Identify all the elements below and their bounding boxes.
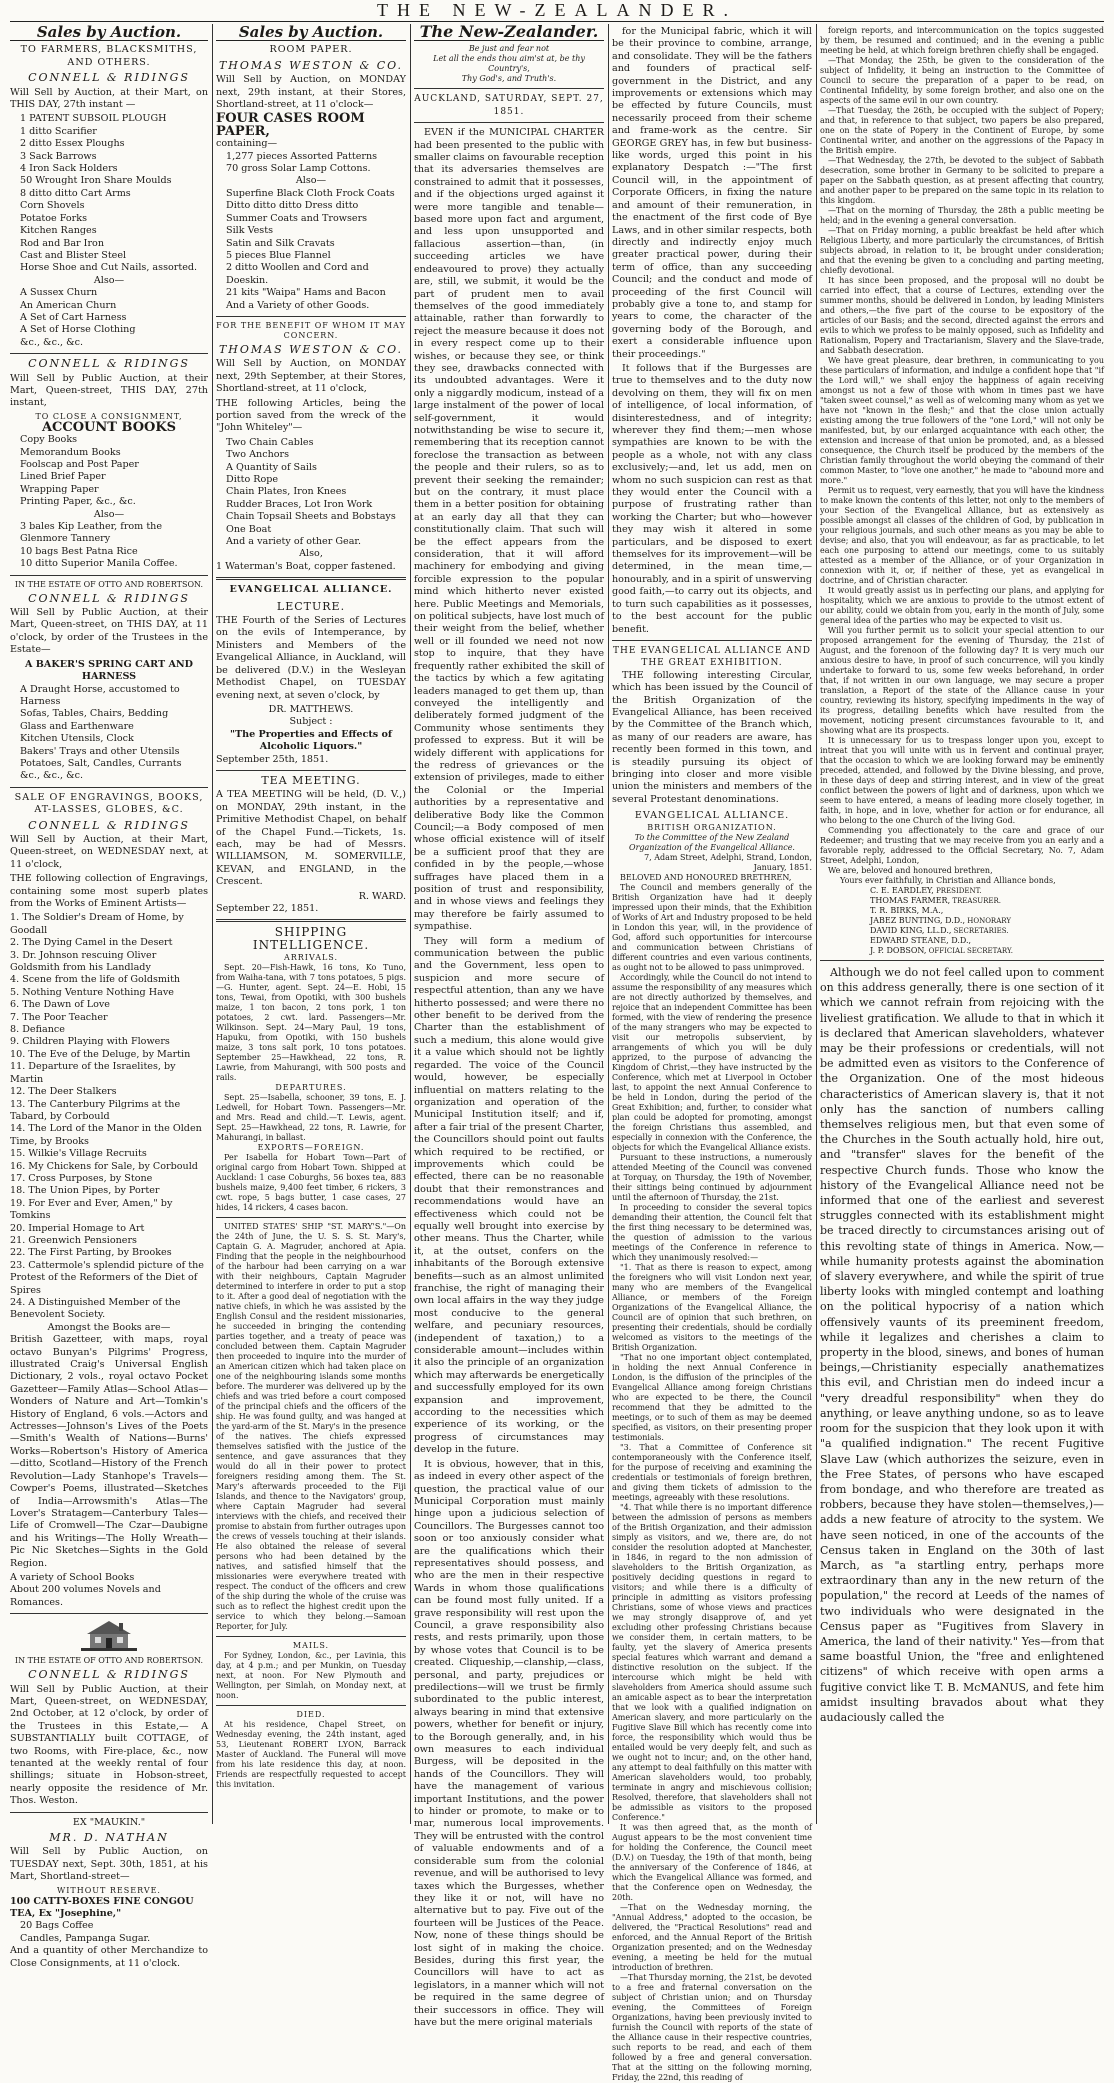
- list-item: Ditto Rope: [226, 474, 279, 485]
- list-item: Sofas, Tables, Chairs, Bedding: [20, 708, 169, 720]
- list-item: Foolscap and Post Paper: [20, 459, 139, 470]
- letter-paragraph: Pursuant to these instructions, a numerously attended Meeting of the Council was convened at Torquay, on Thursday, the 19th of November, their sittings being continued by adjournment until the afternoon of Thursday, the 21st.: [612, 1152, 812, 1202]
- exports-text: Per Isabella for Hobart Town—Part of original cargo from Hobart Town. Shipped at Auckland: 1 case Coburghs, 56 boxes tea, 883 bushels maize, 9,400 feet timber, 6 rickers, 3 cwt. rope, 5 bags butter, 1 case cases, 27 hides, 14 rickers, 4 cases bacon.: [216, 1153, 406, 1213]
- list-item: Kitchen Utensils, Clock: [20, 733, 134, 745]
- paper-title: The New-Zealander.: [414, 26, 604, 41]
- containing-label: containing—: [216, 138, 278, 150]
- list-item: 1. The Soldier's Dream of Home, by Goodall: [10, 912, 184, 936]
- column-rule: [410, 24, 411, 1824]
- list-item: 5 pieces Blue Flannel: [226, 249, 331, 261]
- signatory-name: THOMAS FARMER,: [870, 896, 951, 905]
- list-item: And a Variety of other Goods.: [226, 299, 370, 311]
- notice-date: September 25th, 1851.: [216, 753, 329, 765]
- signatory-role: HONORARY: [965, 917, 1011, 925]
- letter-paragraph: It would greatly assist us in perfecting our plans, and applying for hospitality, which we are anxious to provide to the utmost extent of our ability, could we obtain from you, early in the month of July, some general idea of the parties who may be expected to visit us.: [820, 586, 1104, 625]
- list-item: 11. Departure of the Israelites, by Martin: [10, 1061, 176, 1085]
- list-item: 10. The Eve of the Deluge, by Martin: [10, 1048, 191, 1060]
- list-item: Potatoe Forks: [20, 212, 88, 224]
- extra-line: A variety of School Books: [10, 1571, 135, 1583]
- list-item: A Sussex Churn: [20, 287, 98, 299]
- divider: [216, 919, 406, 922]
- list-item: Corn Shovels: [20, 200, 85, 212]
- book-list: British Gazetteer, with maps, royal octavo Bunyan's Pilgrims' Progress, illustrated Craig's Universal English Dictionary, 2 vols., royal octavo Pocket Gazetteer—Family Atlas—School Atlas—Wonders of Nature and Art—Tomkin's History of England, 6 vols.—Actors and Actresses—Johnson's Lives of the Poets—Smith's Wealth of Nations—Burns' Works—Robertson's History of America—ditto, Scotland—History of the French Revolution—Lady Stanhope's Travels—Cowper's Poems, illustrated—Sketches of India—Arrowsmith's Atlas—The Lover's Stratagem—Canterbury Tales—Life of Cromwell—The Czar—Daubigne and his Writings—The Holly Wreath—Pic Nic Sketches—Sights in the Gold Region.: [10, 1334, 208, 1569]
- editorial-paragraph: for the Municipal fabric, which it will be their province to combine, arrange, and consolidate. They will be the fathers and founders of practical self-government in the District, and any improvements or extensions which may be effected by future Councils, must necessarily proceed from their scheme and frame-work as the centre. Sir GEORGE GREY has, in few but business-like words, urged this point in his explanatory Despatch :—"The first Council will, in the appointment of Corporate Officers, in fixing the nature and amount of their remuneration, in the enactment of the first code of Bye Laws, and in other similar respects, both directly and indirectly enjoy much greater practical power, during their term of office, than any succeeding Council; and the conduct and mode of proceeding of the first Council will probably give a tone to, and stamp for years to come, the character of the governing body of the Borough, and exert a considerable influence upon their proceedings.": [612, 26, 812, 360]
- list-item: &c., &c., &c.: [20, 336, 84, 348]
- list-item: 7. The Poor Teacher: [10, 1011, 108, 1023]
- circular-address: 7, Adam Street, Adelphi, Strand, London, January, 1851.: [644, 852, 812, 872]
- letter-paragraph: The Council and members generally of the British Organization have had it deeply impressed upon their minds, that the Exhibition of Works of Art and Industry proposed to be held in London this year, will, in the providence of God, afford such opportunities for intercourse and communication between Christians of different countries and even various continents, as ought not to be allowed to pass unimproved.: [612, 882, 812, 972]
- list-item: 3 Sack Barrows: [20, 150, 97, 162]
- auction-ad-wreck: [216, 321, 406, 573]
- reserve-note: WITHOUT RESERVE.: [57, 1885, 161, 1895]
- list-item: A Quantity of Sails: [226, 461, 317, 473]
- signatory-name: EDWARD STEANE, D.D.,: [870, 936, 972, 945]
- list-item: Lined Brief Paper: [20, 471, 106, 483]
- list-item: Ditto ditto ditto Dress ditto: [226, 200, 359, 212]
- auction-ad-cottage: [10, 1656, 208, 1807]
- column-3: [414, 22, 604, 2028]
- editorial-paragraph: EVEN if the MUNICIPAL CHARTER had been presented to the public with smaller claims on favourable reception that its adversaries themselves are constrained to admit that it possesses, and if the objections urged against it were more tangible and tenable—based more upon fact and argument, and less upon unsupported and fallacious assertion—than, (in succeeding articles we have endeavoured to prove) they actually are, still, we submit, it would be the part of prudent men to avail themselves of the good immediately attainable, rather than forwardly to reject the measure because it does not in every respect come up to their wishes, or because they see, or think they see, drawbacks connected with its undoubted advantages. Were it only a niggardly modicum, instead of a large instalment of the power of local self-government, it would notwithstanding be wise to secure it, remembering that its reception cannot foreclose the transaction as between the people and their rulers, so as to prevent their seeking the remainder; but on the contrary, it must place them in a better position for obtaining at an early day all that they can constitutionally claim. That such will be the effect appears from the consideration, that it will afford machinery for embodying and giving forcible expression to the popular mind which hitherto never existed here. Public Meetings and Memorials, on political subjects, have lost much of their weight from the belief, whether well or ill founded we need not now stop to inquire, that they have frequently rather exhibited the skill of the tactics by which a few agitating leaders managed to get them up, than conveyed the intelligently and deliberately formed judgment of the Community whose sentiments they professed to express. But it will be widely different with applications for the redress of grievances or the extension of privileges, made to either the Colonial or the Imperial authorities by a representative and deliberative Body like the Common Council;—a Body composed of men whose official existence will of itself be a sufficient proof that they are confided in by the people,—whose suffrages have placed them in a position of trust and responsibility, and in whose views and feelings they may therefore be fairly assumed to sympathise.: [414, 127, 604, 933]
- notice-header: EVANGELICAL ALLIANCE.: [229, 584, 393, 596]
- notice-date: September 22, 1851.: [216, 903, 319, 914]
- masthead: THE NEW-ZEALANDER.: [377, 0, 737, 20]
- list-item: 19. For Ever and Ever, Amen," by Tomkins: [10, 1197, 173, 1222]
- also-label: Also—: [93, 508, 125, 520]
- auctioneer: CONNELL & RIDINGS: [28, 71, 190, 85]
- auctioneer: THOMAS WESTON & CO.: [218, 58, 404, 72]
- list-item: &c., &c., &c.: [20, 770, 84, 782]
- ad-title: SALE OF ENGRAVINGS, BOOKS, AT-LASSES, GLOBES, &C.: [14, 791, 204, 816]
- list-item: One Boat: [226, 523, 272, 535]
- shipping-intelligence: [216, 926, 406, 1790]
- list-item: Memorandum Books: [20, 446, 121, 458]
- ad-headline: FOUR CASES ROOM PAPER,: [216, 111, 365, 139]
- list-item: Superfine Black Cloth Frock Coats: [226, 187, 395, 199]
- signatories: [820, 886, 1104, 956]
- list-item: 70 gross Solar Lamp Cottons.: [226, 163, 371, 175]
- signatory: [870, 906, 1104, 916]
- ad-body: THE following collection of Engravings, containing some most superb plates from the Works of Eminent Artists—: [10, 873, 208, 909]
- list-item: 8. Defiance: [10, 1024, 65, 1036]
- motto-line: Be just and fear not: [468, 44, 550, 54]
- auction-ad-engravings: [10, 792, 208, 1609]
- letter-paragraph: Will you further permit us to solicit your special attention to our proposed arrangement for the evening of Thursday, the 21st of August, and the forenoon of the following day? It is very much our anxious desire to have, in proof of such concurrence, will you kindly undertake to forward to us, some few weeks beforehand, in order that, if not written in our own language, we may secure a proper translation, a Report of the state of the Alliance cause in your country, reviewing its history, specifying impediments in the way of its progress, detailing benefits which have resulted from the movement, noticing present circumstances favourable to it, and showing what are its prospects.: [820, 626, 1104, 735]
- list-item: A Draught Horse, accustomed to Harness: [20, 683, 180, 707]
- divider: [216, 316, 406, 317]
- subhead: DIED.: [296, 1710, 326, 1720]
- item-list: [10, 684, 208, 783]
- motto-line: Thy God's, and Truth's.: [461, 74, 557, 84]
- auctioneer: CONNELL & RIDINGS: [28, 1668, 190, 1682]
- ad-title: ACCOUNT BOOKS: [41, 419, 177, 435]
- letter-paragraph: BELOVED AND HONOURED BRETHREN,: [620, 872, 792, 882]
- letter-paragraph: "That no one important object contemplated, in holding the next Annual Conference in London, is the diffusion of the principles of the Evangelical Alliance among foreign Christians who are expected to be there, the Council recommend that they be admitted to the meetings, or to such of them as may be deemed specified, as visitors, on their presenting proper testimonials.: [612, 1352, 812, 1442]
- list-item: 1,277 pieces Assorted Patterns: [226, 150, 378, 162]
- list-item: 5. Nothing Venture Nothing Have: [10, 986, 174, 998]
- ad-title: ROOM PAPER.: [269, 44, 353, 56]
- extra-line: About 200 volumes Novels and Romances.: [10, 1584, 161, 1608]
- motto-line: Let all the ends thou aim'st at, be thy Country's,: [433, 54, 585, 74]
- divider: [10, 1812, 208, 1813]
- auction-ad-tea: [10, 1817, 208, 1970]
- ad-intro: Will Sell by Public Auction, at their Mart, Queen-street, on THIS DAY, at 11 o'clock, by order of the Trustees in the Estate—: [10, 607, 208, 656]
- signatory-role: OFFICIAL SECRETARY.: [926, 947, 1013, 955]
- auction-ad-bakers-cart: [10, 580, 208, 783]
- estate-note: IN THE ESTATE OF OTTO AND ROBERTSON.: [14, 579, 204, 589]
- news-story: UNITED STATES' SHIP "ST. MARY'S."—On the 24th of June, the U. S. S. St. Mary's, Captain G. A. Magruder, anchored at Apia. Finding that the people in the neighbourhood of the harbour had been carrying on a war with their neighbours, Captain Magruder determined to interfere in order to put a stop to it. After a good deal of negotiation with the native chiefs, in which he was assisted by the English Consul and the resident missionaries, he succeeded in bringing the contending parties together, and a treaty of peace was concluded between them. Captain Magruder then proceeded to inquire into the murder of an American citizen which had taken place on one of the neighbouring islands some months before. The murderer was delivered up by the chiefs and was tried before a court composed of the principal chiefs and the officers of the ship. He was found guilty, and was hanged at the yard-arm of the St. Mary's in the presence of the natives. The chiefs expressed themselves satisfied with the justice of the sentence, and gave assurances that they would do all in their power to protect foreigners residing among them. The St. Mary's afterwards proceeded to the Fiji Islands, and thence to the Navigators' group, where Captain Magruder had several interviews with the chiefs, and received their promise to abstain from further outrages upon the crews of vessels touching at their islands. He also obtained the release of several persons who had been detained by the natives, and satisfied himself that the missionaries were everywhere treated with respect. The conduct of the officers and crew of the ship during the whole of the cruise was such as to reflect the highest credit upon the service to which they belong.—Samoan Reporter, for July.: [216, 1222, 406, 1632]
- signatory: [870, 896, 1104, 906]
- letter-paragraph: foreign reports, and intercommunication on the topics suggested by them, be resumed and continued; and in the evening a public meeting be held, at which foreign brethren chiefly shall be engaged.: [820, 26, 1104, 55]
- list-item: 2. The Dying Camel in the Desert: [10, 937, 173, 949]
- divider: [10, 575, 208, 576]
- list-item: 23. Cattermole's splendid picture of the Protest of the Reformers of the Diet of Spires: [10, 1259, 204, 1296]
- list-item: 17. Cross Purposes, by Stone: [10, 1172, 153, 1184]
- list-item: A Set of Horse Clothing: [20, 324, 136, 336]
- letter-paragraph: —That Thursday morning, the 21st, be devoted to a free and fraternal conversation on the subject of Christian union; and on Thursday evening, the Committees of Foreign Organizations, having been previously invited to furnish the Council with reports of the state of the Alliance cause in their respective countries, such reports to be read, and each of them followed by a free and general conversation. That at the sitting on the following morning, Friday, the 22nd, this reading of: [612, 1972, 812, 2082]
- list-item: Chain Plates, Iron Knees: [226, 486, 347, 498]
- column-5: [820, 26, 1104, 1824]
- column-2: [216, 23, 406, 1824]
- letter-paragraph: —That Wednesday, the 27th, be devoted to the subject of Sabbath desecration, some brother in Germany to be solicited to prepare a paper on the Sabbath question, as at present affecting that country, and another paper to be prepared on the same topic in its relation to this kingdom.: [820, 156, 1104, 205]
- divider: [820, 960, 1104, 961]
- section-title: SHIPPING INTELLIGENCE.: [252, 925, 370, 952]
- list-item: 20 Bags Coffee: [20, 1920, 94, 1932]
- list-item: 8 ditto ditto Cart Arms: [20, 187, 131, 199]
- list-item: And a variety of other Gear.: [226, 536, 362, 548]
- letter-paragraph: It is unnecessary for us to trespass longer upon you, except to intreat that you will unite with us in fervent and continual prayer, that the occasion to which we are looking forward may be eminently preceded, attended, and followed by the Divine blessing, and prove, in these days of deep and stirring interest, and in view of the great conflict between the powers of light and of darkness, upon which we seem to have entered, a means of leading more closely together, in faith, in hope, and in love, whether for action or for endurance, all who belong to the one Church of the living God.: [820, 736, 1104, 825]
- editorial-paragraph: It follows that if the Burgesses are true to themselves and to the duty now devolving on them, they will fix on men of intelligence, of local information, of disinterestedness, and of integrity; wherever they find them;—men whose sympathies are known to be with the people as a whole, not with any class exclusively;—and, let us add, men on whom no such suspicion can rest as that they would enter the Council with a purpose of frustrating rather than working the Charter; but who—however they may wish it altered in some particulars, and be disposed to exert themselves for its improvement—will be determined, in the mean time,—honourably, and in a spirit of unswerving good faith,—to carry out its objects, and to turn such capabilities as it possesses, to the best account for the public benefit.: [612, 362, 812, 635]
- list-item: 2 ditto Woollen and Cord and Doeskin.: [226, 262, 369, 286]
- ad-intro: Will Sell by Public Auction, at their Mart, Queen-street, THIS DAY, 27th instant,: [10, 372, 208, 409]
- signatory-name: JABEZ BUNTING, D.D.,: [870, 916, 965, 925]
- list-item: Cast and Blister Steel: [20, 249, 127, 261]
- list-item: 20. Imperial Homage to Art: [10, 1222, 145, 1234]
- divider: [216, 770, 406, 771]
- list-item: 4 Iron Sack Holders: [20, 163, 118, 175]
- list-item: Potatoes, Salt, Candles, Currants: [20, 757, 182, 769]
- list-item: Glass and Earthenware: [20, 720, 134, 732]
- letter-paragraph: —That on Friday morning, a public breakfast be held after which Religious Liberty, and more particularly the circumstances, of British subjects abroad, in relation to it, be brought under consideration; and that the evening be given to a concluding and parting meeting, chiefly devotional.: [820, 226, 1104, 275]
- list-item: Wrapping Paper: [20, 483, 99, 495]
- ad-title: A BAKER'S SPRING CART AND HARNESS: [25, 658, 193, 683]
- letter-paragraph: —That Tuesday, the 26th, be occupied with the subject of Popery; and that, in reference to that subject, two papers be also prepared, one on the state of Popery in the Continent of Europe, by some Continental writer, and another on the aggressions of the Papacy in the British empire.: [820, 106, 1104, 155]
- list-item: Silk Vests: [226, 225, 273, 237]
- signatory-name: DAVID KING, LL.D.,: [870, 926, 952, 935]
- letter-paragraph: —That on the Wednesday morning, the "Annual Address," adopted to the occasion, be delivered, the "Practical Resolutions" read and enforced, and the Annual Report of the British Organization presented; and on the Wednesday evening, a meeting be held for the mutual introduction of brethren.: [612, 1902, 812, 1972]
- divider: [216, 1636, 406, 1637]
- consign-note: TO CLOSE A CONSIGNMENT,: [35, 411, 183, 421]
- item-list: [10, 113, 208, 274]
- editorial-paragraph: They will form a medium of communication between the public and the Government, less open to suspicion and more secure of respectful attention, than any we have hitherto possessed; and were there no other benefit to be derived from the Charter than the establishment of such a medium, this alone would give it a value which should not be lightly regarded. The voice of the Council would, however, be especially influential on matters relating to the organization and operation of the Municipal Institution itself; and if, after a fair trial of the present Charter, the Councillors should point out faults which required to be rectified, or improvements which could be effected, there can be no reasonable doubt that their remonstrances and recommendations would have an effectiveness which could not be equally well brought into exercise by other means. Thus the Charter, while it, at the outset, confers on the inhabitants of the Borough extensive benefits—such as an almost unlimited franchise, the right of managing their own local affairs in the way they judge most conducive to the general welfare, and pecuniary resources, (independent of taxation,) to a considerable amount—includes within it also the principle of an organization which may afterwards be energetically and successfully employed for its own expansion and improvement, according to the necessities which experience of its working, or the progress of circumstances may develop in the future.: [414, 935, 604, 1456]
- letter-paragraph: Accordingly, while the Council do not intend to assume the responsibility of any measures which are not directly authorized by themselves, and rejoice that an independent Committee has been formed, with the view of rendering the presence of the many strangers who may be expected to visit our metropolis subservient, by arrangements of which you will be duly apprized, to the purpose of advancing the Kingdom of Christ,—they have instructed by the Conference, which met at Liverpool in October last, to appoint the next Annual Conference to be held in London, during the period of the Great Exhibition; and, further, to consider what plan could be adopted for promoting, amongst the foreign Christians thus assembled, and especially in connexion with the Conference, the objects for which the Evangelical Alliance exists.: [612, 972, 812, 1152]
- column-rule: [816, 24, 817, 1824]
- dateline: AUCKLAND, SATURDAY, SEPT. 27, 1851.: [414, 94, 604, 117]
- list-item: 21. Greenwich Pensioners: [10, 1234, 137, 1246]
- list-item: 22. The First Parting, by Brookes: [10, 1247, 172, 1259]
- item-list: [216, 188, 406, 312]
- circular-letter: [612, 873, 812, 2083]
- signatory-role: SECRETARIES.: [951, 927, 1009, 935]
- list-item: 13. The Canterbury Pilgrims at the Tabard, by Corbould: [10, 1098, 181, 1122]
- also-label: Also—: [295, 175, 327, 187]
- tea-meeting-notice: [216, 775, 406, 915]
- auctioneer: CONNELL & RIDINGS: [28, 591, 190, 605]
- list-item: Summer Coats and Trowsers: [226, 212, 368, 224]
- signatory-name: T. R. BIRKS, M.A.,: [870, 906, 944, 915]
- lecture-notice: [216, 584, 406, 766]
- list-item: Printing Paper, &c., &c.: [20, 496, 136, 508]
- list-item: 2 ditto Essex Ploughs: [20, 138, 125, 150]
- subhead: EXPORTS—FOREIGN.: [257, 1143, 365, 1153]
- notice-sign: R. WARD.: [358, 890, 406, 902]
- divider: [10, 1613, 208, 1614]
- editorial-comment: Although we do not feel called upon to comment on this address generally, there is one section of it which we cannot refrain from rejoicing with the liveliest gratification. We allude to that in which it is declared that American slaveholders, whatever may be their professions or credentials, will not be admitted even as visitors to the Conference of the Organization. One of the most hideous characteristics of American slavery is, that it not only has the sanction of numbers calling themselves religious men, but that even some of the Churches in the South actually hold, hire out, and "transfer" slaves for the benefit of the respective Church funds. Those who know the history of the Evangelical Alliance need not be informed that one of the earliest and severest struggles connected with its establishment might be traced directly to circumstances arising out of this revolting state of things in America. Now,—while humanity protests against the abomination of slavery everywhere, and while the spirit of true liberty looks with mingled contempt and loathing on the political hypocrisy of a nation which offensively vaunts of its preeminent freedom, while it legalizes and cherishes a claim to property in the blood, sinews, and bones of human beings,—Christianity especially anathematizes this evil, and Christian men do indeed incur a "very dreadful responsibility" when they do anything, or leave anything undone, so as to leave room for the suspicion that they look upon it with "a qualified indignation." The recent Fugitive Slave Law (which authorizes the seizure, even in the Free States, of persons who have escaped from bondage, and who therefore are treated as robbers, because they have stolen—themselves,)—adds a new feature of atrocity to the system. We have seen noticed, in one of the accounts of the Census taken in England on the 30th of last March, as "a startling entry, perhaps more extraordinary than any in the new return of the population," the record at Leeds of the names of two individuals who were designated in the Census paper as "Fugitives from Slavery in America, the land of their nativity." Yes—from that same boastful Union, the "free and enlightened citizens" of which receive with open arms a fugitive convict like T. B. McMANUS, and fete him amidst insulting bravados about what they audaciously called the: [820, 966, 1104, 1724]
- speaker: DR. MATTHEWS.: [268, 703, 354, 715]
- estate-note: IN THE ESTATE OF OTTO AND ROBERTSON.: [14, 1656, 204, 1666]
- list-item: Rod and Bar Iron: [20, 237, 105, 249]
- auctioneer: CONNELL & RIDINGS: [28, 357, 190, 371]
- list-item: Bakers' Trays and other Utensils: [20, 745, 180, 757]
- divider: [10, 353, 208, 354]
- list-item: 4. Scene from the life of Goldsmith: [10, 974, 181, 986]
- list-item: 21 kits "Waipa" Hams and Bacon: [226, 287, 386, 299]
- ad-body: Will Sell by Public Auction, at their Mart, Queen-street, on WEDNESDAY, 2nd October, at 12 o'clock, by order of the Trustees in this Estate,— A SUBSTANTIALLY built COTTAGE, of two Rooms, with Fire-place, &c., now tenanted at the weekly rental of four shillings; situate in Hobson-street, nearly opposite the residence of Mr. Thos. Weston.: [10, 1683, 208, 1807]
- letter-paragraph: "1. That as there is reason to expect, among the foreigners who will visit London next year, many who are members of the Evangelical Alliance, or members of the Foreign Organizations of the Evangelical Alliance, the Council are of opinion that such brethren, on presenting their credentials, should be cordially welcomed as visitors to the meetings of the British Organization.: [612, 1262, 812, 1352]
- column-1: [10, 23, 208, 1969]
- letter-paragraph: "3. That a Committee of Conference sit contemporaneously with the Conference itself, for the purpose of receiving and examining the credentials or testimonials of foreign brethren, and giving them tickets of admission to the meetings, agreeably with these resolutions.: [612, 1442, 812, 1502]
- ad-title: EX "MAUKIN.": [72, 1816, 146, 1828]
- signatory: [870, 946, 1104, 956]
- ad-tail: And a quantity of other Merchandize to Close Consignments, at 11 o'clock.: [10, 1945, 208, 1969]
- list-item: Kitchen Ranges: [20, 225, 97, 237]
- signatory-name: C. E. EARDLEY,: [870, 886, 934, 895]
- ad-intro: Will Sell by Auction, on MONDAY next, 29th instant, at their Stores, Shortland-street, at 11 o'clock—: [216, 74, 406, 111]
- circular-letter-continued: [820, 26, 1104, 876]
- signatory: [870, 926, 1104, 936]
- item-list: [10, 1920, 208, 1945]
- auction-ad-room-paper: [216, 44, 406, 312]
- subhead: DEPARTURES.: [275, 1083, 347, 1093]
- closing-line: Yours ever faithfully, in Christian and Alliance bonds,: [840, 876, 1056, 885]
- auction-ad-farm-implements: [10, 44, 208, 349]
- article-intro: THE following interesting Circular, which has been issued by the Council of the British Organization of the Evangelical Alliance, has been received by the Committee of the Branch which, as many of our readers are aware, has recently been formed in this town, and is steadily pursuing its object of bringing into closer and more visible union the ministers and members of the several Protestant denominations.: [612, 669, 812, 805]
- auctioneer: THOMAS WESTON & CO.: [218, 342, 404, 356]
- list-item: 14. The Lord of the Manor in the Olden Time, by Brooks: [10, 1123, 202, 1147]
- divider: [216, 1217, 406, 1218]
- list-item: 9. Children Playing with Flowers: [10, 1036, 170, 1048]
- letter-paragraph: It has since been proposed, and the proposal will no doubt be carried into effect, that a course of Lectures, extending over the summer months, should be delivered in London, by leading Ministers and others,—the five part of the course to be expository of the articles of our Basis; and the second, directed against the errors and evils to which we profess to be mainly opposed, such as Infidelity and Rationalism, Popery and Tractarianism, Slavery and the Slave-trade, and Sabbath desecration.: [820, 276, 1104, 355]
- notice-body: THE Fourth of the Series of Lectures on the evils of Intemperance, by Ministers and Members of the Evangelical Alliance, in Auckland, will be delivered (D.V.) in the Wesleyan Methodist Chapel, on TUESDAY evening next, at seven o'clock, by: [216, 615, 406, 701]
- subhead: MAILS.: [292, 1641, 330, 1651]
- column-4: [612, 26, 812, 2082]
- letter-paragraph: —That Monday, the 25th, be given to the consideration of the subject of Infidelity, it being an instruction to the Committee of Council to secure the preparation of a paper to be read, on Continental Infidelity, by some foreign brother, and also one on the aspects of the same evil in our own country.: [820, 56, 1104, 105]
- notice-body: A TEA MEETING will be held, (D. V.,) on MONDAY, 29th instant, in the Primitive Methodist Chapel, on behalf of the Chapel Fund.—Tickets, 1s. each, may be had of Messrs. WILLIAMSON, M. SOMERVILLE, KEVAN, and ENGLAND, in the Crescent.: [216, 789, 406, 888]
- also-label: Also—: [93, 274, 125, 286]
- letter-paragraph: We are, beloved and honoured brethren,: [828, 866, 993, 875]
- list-item: 6. The Dawn of Love: [10, 999, 110, 1011]
- circular-recipient: To the Committee of the New Zealand Organization of the Evangelical Alliance.: [629, 832, 795, 852]
- signatory-role: PRESIDENT.: [933, 887, 982, 895]
- list-item: Two Anchors: [226, 449, 290, 461]
- signatory: [870, 916, 1104, 926]
- departures-text: Sept. 25—Isabella, schooner, 39 tons, E. J. Ledwell, for Hobart Town. Passengers—Mr. and Mrs. Read and child.—T. Lewis, agent. Sept. 25—Hawkhead, 22 tons, R. Lawrie, for Mahurangi, in ballast.: [216, 1093, 406, 1143]
- lecture-topic: "The Properties and Effects of Alcoholic Liquors.": [229, 728, 393, 753]
- column-rule: [212, 24, 213, 1824]
- list-item: Satin and Silk Cravats: [226, 237, 335, 249]
- circular-title: EVANGELICAL ALLIANCE.: [634, 810, 790, 822]
- item-list: [10, 434, 208, 508]
- ad-body: THE following Articles, being the portion saved from the wreck of the "John Whiteley"—: [216, 397, 406, 434]
- list-item: Horse Shoe and Cut Nails, assorted.: [20, 262, 198, 274]
- item-list: [216, 151, 406, 176]
- signatory: [870, 936, 1104, 946]
- cottage-icon: [81, 1618, 137, 1652]
- circular-subtitle: BRITISH ORGANIZATION.: [647, 822, 777, 832]
- list-item: 50 Wrought Iron Share Moulds: [20, 175, 172, 187]
- list-item: 16. My Chickens for Sale, by Corbould: [10, 1160, 198, 1172]
- list-item: 10 ditto Superior Manila Coffee.: [20, 558, 178, 570]
- ad-intro: Will Sell by Public Auction, on TUESDAY next, Sept. 30th, 1851, at his Mart, Shortland-street—: [10, 1846, 208, 1883]
- ad-intro: Will Sell by Auction, on MONDAY next, 29th September, at their Stores, Shortland-street, at 11 o'clock,: [216, 358, 406, 395]
- list-item: 15. Wilkie's Village Recruits: [10, 1148, 147, 1160]
- letter-paragraph: In proceeding to consider the several topics demanding their attention, the Council felt that the first thing necessary to be determined was, the question of admission to the various meetings of the Conference in reference to which they unanimously resolved:—: [612, 1202, 812, 1262]
- list-item: 3. Dr. Johnson rescuing Oliver Goldsmith from his Landlady: [10, 949, 157, 974]
- ad-intro: Will Sell by Auction, at their Mart, on THIS DAY, 27th instant —: [10, 86, 208, 111]
- letter-paragraph: —That on the morning of Thursday, the 28th a public meeting be held; and in the evening a general conversation.: [820, 206, 1104, 225]
- editorial-paragraph: It is obvious, however, that in this, as indeed in every other aspect of the question, the practical value of our Municipal Corporation must mainly hinge upon a judicious selection of Councillors. The Burgesses cannot too soon or too anxiously consider what are the qualifications which their representatives should possess, and who are the men in their respective Wards in whom those qualifications can be found most fully united. If a grave responsibility will rest upon the Council, a grave responsibility also rests, and rests primarily, upon those by whose votes that Council is to be created. Cliqueship,—clanship,—class, personal, and party, prejudices or predilections—will we trust be firmly subordinated to the public interest, always bearing in mind that extensive powers, whether for benefit or injury, to the Borough generally, and, in his own measures to each individual Burgess, will be deposited in the hands of the Councillors. They will have the management of various important Institutions, and the power to hinder or promote, to make or to mar, numerous local improvements. They will be entrusted with the control of valuable endowments and of a considerable sum from the colonial revenue, and will be authorised to levy taxes which the Burgesses, whether they like it or not, will have no alternative but to pay. Five out of the fourteen will be Justices of the Peace. Now, none of these things should be lost sight of in making the choice. Besides, during this first year, the Councillors will have to act as legislators, in a manner which will not be required in the same degree of their successors in office. They will have but the mere original materials: [414, 1458, 604, 2028]
- list-item: Candles, Pampanga Sugar.: [20, 1932, 151, 1944]
- signatory: [870, 886, 1104, 896]
- subject-label: Subject :: [289, 716, 333, 728]
- column-rule: [608, 24, 609, 1824]
- list-item: Rudder Braces, Lot Iron Work: [226, 498, 373, 510]
- divider: [414, 88, 604, 89]
- books-label: Amongst the Books are—: [47, 1321, 171, 1333]
- list-item: 24. A Distinguished Member of the Benevolent Society.: [10, 1297, 181, 1321]
- death-notice: At his residence, Chapel Street, on Wednesday evening, the 24th instant, aged 53, Lieutenant ROBERT LYON, Barrack Master of Auckland. The Funeral will move from his late residence this day, at noon. Friends are respectfully requested to accept this invitation.: [216, 1720, 406, 1790]
- notice-title: LECTURE.: [276, 599, 346, 613]
- section-heading: Sales by Auction.: [10, 26, 208, 41]
- divider: [612, 640, 812, 641]
- letter-paragraph: Permit us to request, very earnestly, that you will have the kindness to make known the contents of this letter, not only to the members of your Section of the Evangelical Alliance, but as extensively as possible amongst all classes of the children of God, by publication in your religious journals, and such other means as you may be able to devise; and also, that you will endeavour, as far as practicable, to let each one purposing to attend our meetings, come to us suitably attested as a member of the Alliance, or of your Organization in connexion with it, or, if neither of these, yet as evangelical in doctrine, and of Christian character.: [820, 486, 1104, 585]
- list-item: Two Chain Cables: [226, 436, 314, 448]
- list-item: An American Churn: [20, 299, 117, 311]
- list-item: 3 bales Kip Leather, from the Glenmore Tannery: [20, 521, 163, 545]
- signatory-role: TREASURER.: [950, 897, 1002, 905]
- divider: [10, 787, 208, 788]
- list-item: Chain Topsail Sheets and Bobstays: [226, 511, 396, 523]
- notice-title: TEA MEETING.: [261, 773, 361, 787]
- divider: [216, 577, 406, 580]
- mails-text: For Sydney, London, &c., per Lavinia, this day, at 4 p.m.; and per Munkin, on Tuesday next, at noon. For New Plymouth and Wellington, per Simlah, on Monday next, at noon.: [216, 1651, 406, 1701]
- ad-title: TO FARMERS, BLACKSMITHS, AND OTHERS.: [20, 44, 198, 68]
- letter-paragraph: We have great pleasure, dear brethren, in communicating to you these particulars of information, and indulge a confident hope that "if the Lord will," we shall enjoy the happiness of again receiving amongst us not a few of those with whom in times past we have "taken sweet counsel," as well as of welcoming many whom as yet we have not "known in the flesh;" and that the close union actually existing among the true followers of the "one Lord," will not only be manifested, but, by our enlarged acquaintance with each other, the extension and increase of that union be promoted, and, as a blessed consequence, the Church itself be produced by the members of the Christian family throughout the world obeying the command of their common Master, to "love one another," he made to "abound more and more.": [820, 356, 1104, 485]
- subhead: ARRIVALS.: [283, 953, 339, 963]
- arrivals-text: Sept. 20—Fish-Hawk, 16 tons, Ko Tuno, from Waiha-tana, with 7 tons potatoes, 5 pigs.—G. Hunter, agent. Sept. 24—E. Hobi, 15 tons, Tewai, from Opotiki, with 300 bushels maize, 1 ton bacon, 2 tons pork, 1 ton potatoes, 2 cwt. lard. Passengers—Mr. Wilkinson. Sept. 24—Mary Paul, 19 tons, Hapuku, from Opotiki, with 150 bushels maize, 3 tons salt pork, 10 tons potatoes. September 25—Hawkhead, 22 tons, R. Lawrie, from Mahurangi, with 500 posts and rails.: [216, 963, 406, 1083]
- list-item: 10 bags Best Patna Rice: [20, 545, 138, 557]
- list-item: A Set of Cart Harness: [20, 311, 127, 323]
- letter-paragraph: Commending you affectionately to the care and grace of our Redeemer; and trusting that we may receive from you an early and a favorable reply, addressed to the Official Secretary, No. 7, Adam Street, Adelphi, London,: [820, 826, 1104, 865]
- list-item: 1 PATENT SUBSOIL PLOUGH: [20, 113, 167, 125]
- item-list: [10, 287, 208, 349]
- list-item: 12. The Deer Stalkers: [10, 1086, 117, 1098]
- engraving-list: [10, 912, 208, 1321]
- item-list: [10, 521, 208, 571]
- ad-intro: Will Sell by Auction, at their Mart, Queen-street, on WEDNESDAY next, at 11 o'clock,: [10, 833, 208, 870]
- auctioneer: CONNELL & RIDINGS: [28, 818, 190, 832]
- auctioneer: MR. D. NATHAN: [49, 1831, 169, 1845]
- divider: [216, 1705, 406, 1706]
- divider: [414, 122, 604, 123]
- list-item: Copy Books: [20, 434, 78, 446]
- section-heading: Sales by Auction.: [216, 26, 406, 41]
- article-title: THE EVANGELICAL ALLIANCE AND THE GREAT EXHIBITION.: [613, 645, 811, 669]
- ad-headline: 100 CATTY-BOXES FINE CONGOU TEA, Ex "Josephine,": [10, 1895, 194, 1920]
- benefit-note: FOR THE BENEFIT OF WHOM IT MAY CONCERN.: [216, 320, 406, 340]
- letter-paragraph: It was then agreed that, as the month of August appears to be the most convenient time for holding the Conference, the Council meet (D.V.) on Tuesday, the 19th of that month, being the anniversary of the Conference of 1846, at which the Evangelical Alliance was formed, and that the Conference open on Wednesday, the 20th.: [612, 1822, 812, 1902]
- auction-ad-account-books: [10, 358, 208, 571]
- list-item: 1 ditto Scarifier: [20, 125, 97, 137]
- letter-paragraph: "4. That while there is no important difference between the admission of persons as members of the British Organization, and their admission simply as visitors, and we, there are, do not consider the resolution adopted at Manchester, in 1846, in regard to the non admission of slaveholders to the British Organization, as positively deciding questions in regard to visitors; and while there is a difficulty of principle in admitting as visitors professing Christians, some of whose views and practices we may strongly disapprove of, and yet excluding other professing Christians because we consider them, in certain matters, to be faulty, yet the slavery of America presents special features which warrant and demand a distinctive resolution on the subject. If the intercourse which might be held with slaveholders from America should assume such an amicable aspect as to bear the interpretation that we look with a qualified indignation on American slavery, and more particularly on the Fugitive Slave Bill which has recently come into force, the responsibility which would thus be entailed would be very deeply felt, and such as we ought not to incur; and, on the other hand, any attempt to deal faithfully on this matter with American slaveholders would, too probably, terminate in angry and mischievous collision; Resolved, therefore, that slaveholders shall not be admissible as visitors to the proposed Conference.": [612, 1502, 812, 1822]
- item-list: [216, 437, 406, 549]
- list-item: 18. The Union Pipes, by Porter: [10, 1185, 160, 1197]
- ad-tail: 1 Waterman's Boat, copper fastened.: [216, 560, 396, 572]
- also-label: Also,: [299, 548, 323, 560]
- signatory-name: J. P. DOBSON,: [870, 946, 927, 955]
